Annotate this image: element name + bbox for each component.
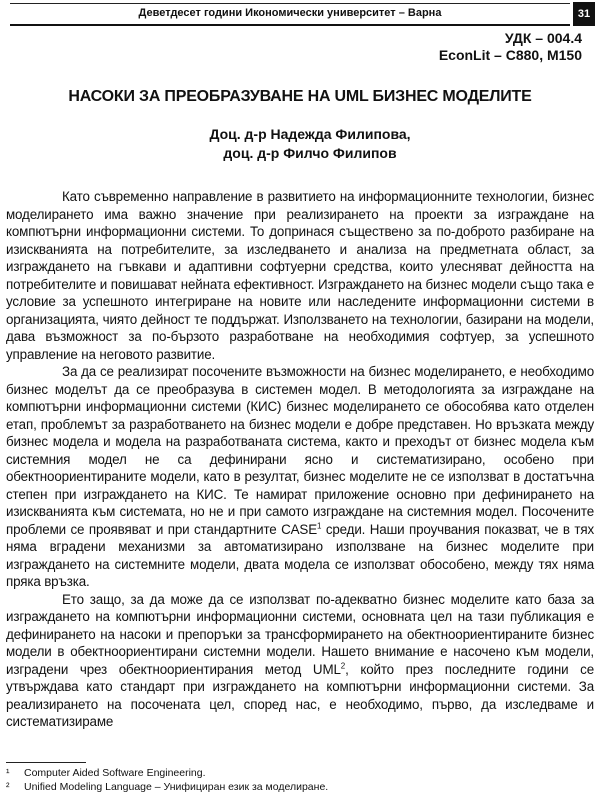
- paragraph-2-text-a: За да се реализират посочените възможности на бизнес моделирането, е необходимо бизнес моделът да се преобразува в системен модел. В методологията за изграждане на компютърни информационни системи (КИС) бизнес моделирането се обособява като отделен етап, проблемът за разработването на бизнес модели е добре представен. Но връзката между бизнес модела и модела на разработваната система, както и преходът от бизнес модела към системния модел не са дефинирани ясно и систематизирано, особено при обектноориентираните модели, като в резултат, бизнес моделите не се използват в достатъчна степен при изграждането на КИС. Те намират приложение основно при дефинирането на изискванията към системата, но не и при самото изграждане на системния модел. Посочените проблеми се проявяват и при стандартните CASE: [6, 364, 594, 537]
- footnote-1-number: ¹: [6, 767, 10, 779]
- footnote-2-number: ²: [6, 781, 10, 793]
- article-title: НАСОКИ ЗА ПРЕОБРАЗУВАНЕ НА UML БИЗНЕС МОДЕЛИТЕ: [68, 88, 532, 105]
- econlit-code: EconLit – C880, M150: [438, 47, 582, 63]
- running-title: Деветдесет години Икономически университет – Варна: [138, 7, 442, 19]
- paragraph-3-text-a: Ето защо, за да може да се използват по-адекватно бизнес моделите като база за изграждането на компютърни информационни системи, основната цел на тази публикация е дефинирането на насоки и препоръки за трансформирането на обектноориентираните бизнес модели в обектноориентирани системни модели. Нашето внимание е насочено към модели, изградени чрез обектноориентирания метод UML: [6, 591, 594, 677]
- paragraph-2: [6, 363, 594, 591]
- footnote-1: [6, 766, 594, 780]
- article-body: [6, 188, 594, 731]
- paragraph-1: [6, 188, 594, 363]
- footnote-ref-2[interactable]: 2: [340, 661, 346, 671]
- paragraph-3-text-b: , който през последните години се утвърждава като стандарт при изграждането на компютърни информационни системи. За реализирането на посочената цел, според нас, е необходимо, първо, да изследваме и систематизираме: [6, 661, 594, 729]
- footnotes: [6, 766, 594, 794]
- running-header: [10, 4, 570, 26]
- paragraph-3: [6, 591, 594, 731]
- paragraph-1-text: Като съвременно направление в развитието на информационните технологии, бизнес моделирането има важно значение при реализирането на проекти за изграждане на компютърни информационни системи. То допринася съществено за по-доброто разбиране на изискванията на потребителите, за изследването и анализа на предметната област, за изграждането на гъвкави и адаптивни софтуерни средства, които улесняват дейността на потребителите и повишават нейната ефективност. Изграждането на бизнес модели също така е условие за успешното интегриране на новите или наследените информационни системи в организацията, чиято дейност те поддържат. Използването на технологии, базирани на модели, дава възможност за по-бързото разработване на необходимия софтуер, за успешното управление на неговото развитие.: [6, 189, 594, 362]
- authors: [160, 125, 460, 163]
- classification-codes: [439, 30, 582, 64]
- footnote-separator: [6, 762, 86, 763]
- page-number: 31: [573, 2, 595, 26]
- author-1: Доц. д-р Надежда Филипова,: [209, 126, 411, 142]
- author-2: доц. д-р Филчо Филипов: [223, 145, 397, 161]
- paragraph-2-text-b: среди. Наши проучвания показват, че в тях няма вградени механизми за автоматизирано използване на бизнес моделите при изграждането на системните модели, двата модела се използват обособено, между тях няма пряка връзка.: [6, 521, 594, 589]
- footnote-1-text: Computer Aided Software Engineering.: [24, 767, 206, 779]
- footnote-2-text: Unified Modeling Language – Унифициран език за моделиране.: [24, 781, 329, 793]
- footnote-2: [6, 780, 594, 794]
- footnote-ref-1[interactable]: 1: [316, 521, 322, 531]
- udk-code: УДК – 004.4: [504, 30, 582, 46]
